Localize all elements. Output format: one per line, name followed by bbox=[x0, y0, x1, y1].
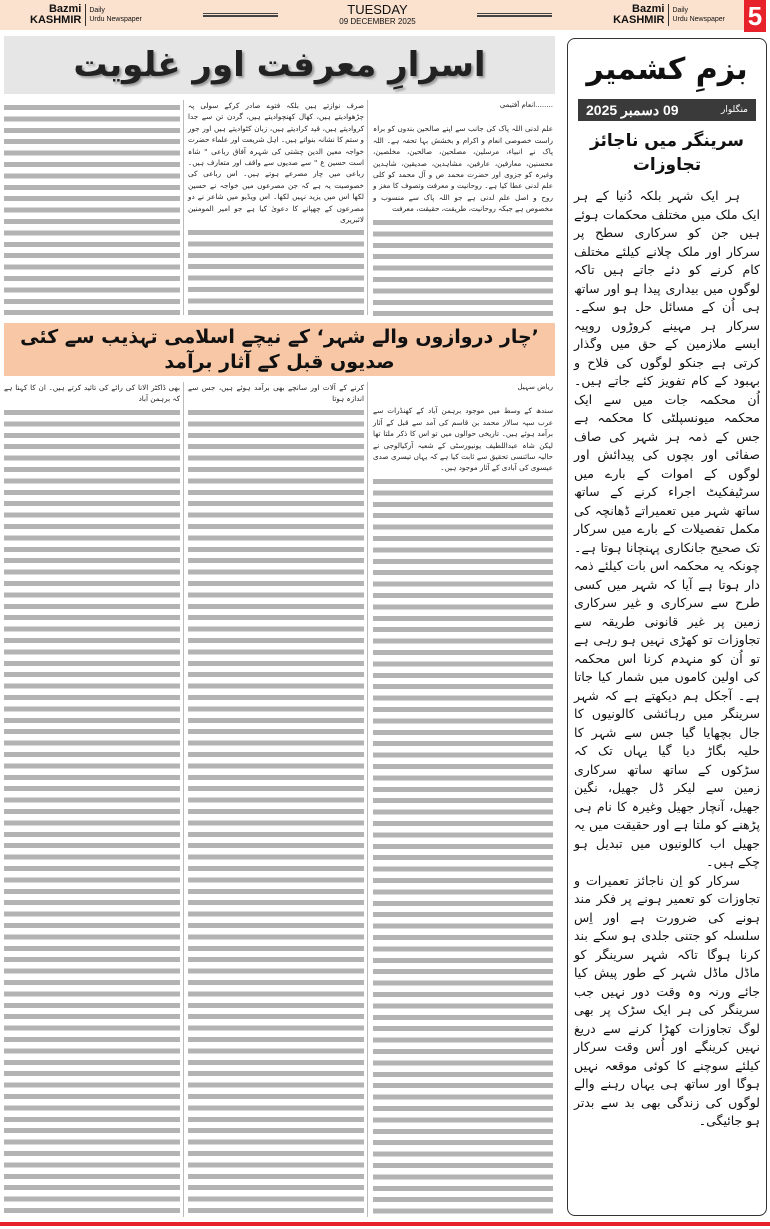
article2-body: سندھ کے وسط میں موجود برہمن آباد کے کھنڈرات سے عرب سپہ سالار محمد بن قاسم کی آمد سے قبل کے آثار برآمد ہوئے ہیں۔ تاریخی حوالوں میں تو اس کا ذکر ملتا تھا لیکن شاہ عبداللطیف یونیورسٹی کے شعبہ آرکیالوجی نے حالیہ سائنسی تحقیق سے ثابت کیا ہے کہ یہاں تیسری صدی عیسوی کی آبادی کے آثار موجود ہیں۔ bbox=[373, 406, 553, 473]
editorial-weekday: منگلوار bbox=[721, 105, 748, 115]
weekday: TUESDAY bbox=[347, 2, 408, 17]
divider bbox=[477, 13, 552, 17]
editorial-masthead: بزمِ کشمیر bbox=[586, 52, 748, 87]
editorial-body bbox=[574, 187, 760, 1131]
brand-logo-right bbox=[30, 4, 142, 26]
editorial-paragraph: ہر ایک شہر بلکہ دُنیا کے ہر ایک ملک میں مختلف محکمات ہوئے ہیں جن کو سرکاری سطح پر سرکار اور ملک چلانے کیلئے مختلف کام کرنے کو دئے جاتے ہیں تاکہ لوگوں میں بیداری پیدا ہو اور ساتھ ہی اُن کے مسائل حل ہو سکے۔ سرکار ہر مہینے کروڑوں روپیہ ایسے ملازمین کے حق میں وگذار کرتی ہے جنکو لوگوں کی فلاح و بہبود کے کام تفویز کئے جاتے ہیں۔ اُن محکمہ جات میں سے ایک محکمہ میونسپلٹی کا محکمہ ہے جس کے ذمہ ہر شہر کی صاف صفائی اور بچوں کی پیدائش اور لوگوں کے اموات کے بارے میں سرٹیفکیٹ اجراء کرنے کے ساتھ ساتھ شہر میں تعمیراتے ڈھانچہ کی مکمل تفصیلات کے بارے میں سرکار تک صحیح جانکاری پہنچانا ہوتا ہے۔ چونکہ یہ محکمہ اس بات کیلئے ذمہ دار ہوتا ہے آیا کہ شہر میں کسی طرح سے سرکاری و غیر سرکاری زمین پر غیر قانونی طریقہ سے تجاوزات تو کھڑی نہیں ہو رہی ہے تو اُن کو منہدم کرنا اس محکمہ کی اولین کاموں میں شمار کیا جاتا ہے۔ آجکل ہم دیکھتے ہے کہ شہر سرینگر میں رہائشی کالونیوں کا جال بچھایا گیا جس سے شہر کا حلیہ بگاڑ دیا گیا یہاں تک کہ سڑکوں کے ساتھ ساتھ سرکاری زمین سے لیکر ڈل جھیل، نگین جھیل، آنچار جھیل وغیرہ کا نام ہی پڑھنے کو ملتا ہے اور حقیقت میں یہ جھیل اب کالونیوں میں تبدیل ہو چکے ہیں۔ bbox=[574, 188, 760, 869]
article2-author: ریاض سہیل bbox=[517, 383, 553, 391]
editorial-date: 09 دسمبر 2025 bbox=[586, 101, 679, 118]
brand-name: Bazmi KASHMIR bbox=[30, 4, 86, 26]
article2-headline bbox=[4, 323, 555, 376]
text-lines bbox=[188, 407, 364, 1217]
text-lines bbox=[4, 407, 180, 1217]
article1-column-left bbox=[4, 100, 180, 318]
article2-headline-text: ’چار دروازوں والے شہر‘ کے نیچے اسلامی تہذیب سے کئی صدیوں قبل کے آثار برآمد bbox=[20, 325, 539, 373]
text-lines bbox=[188, 227, 364, 318]
page-number: 5 bbox=[744, 0, 766, 32]
article1-column-right bbox=[373, 100, 553, 318]
article1-column-middle bbox=[188, 100, 364, 318]
date-text: 09 DECEMBER 2025 bbox=[339, 17, 416, 26]
column-rule bbox=[367, 382, 368, 1217]
column-rule bbox=[367, 100, 368, 315]
text-lines bbox=[4, 102, 180, 318]
brand-name: Bazmi KASHMIR bbox=[613, 4, 669, 26]
article2-column-middle bbox=[188, 382, 364, 1217]
brand-logo-left bbox=[613, 4, 725, 26]
article1-headline: اسرارِ معرفت اور غلویت bbox=[4, 36, 555, 94]
editorial-paragraph: سرکار کو اِن ناجائز تعمیرات و تجاوزات کو تعمیر ہونے پر فکر مند ہونے کی ضرورت ہے اور اِس سلسلہ کو جتنی جلدی ہو سکے بند کرنا ہوگا تاکہ شہر سرینگر کو ماڈل ماڈل شہر کے طور پیش کیا جائے ورنہ وہ وقت دور نہیں جب سرینگر کی ہر ایک سڑک پر بھی لوگ تجاوزات کھڑا کرنے سے دریغ نہیں کرینگے اور اُس وقت سرکار کیلئے سوچنے کا کوئی موقعہ نہیں ہوگا اور ساتھ ہی یہاں رہنے والے لوگوں کی زندگی بھی بد سے بدتر ہو جائیگی۔ bbox=[574, 872, 760, 1128]
issue-date bbox=[339, 3, 415, 27]
column-rule bbox=[183, 100, 184, 315]
editorial-box bbox=[567, 38, 767, 1216]
article2-body: بھی ڈاکٹر الانا کی رائے کی تائید کرتے ہیں۔ ان کا کہنا ہے کہ برہمن آباد bbox=[4, 383, 180, 404]
article1-body: صرف نوازتے ہیں بلکہ فتوے صادر کرکے سولی پہ چڑھوادیتے ہیں، کھال کھنچوادیتے ہیں، گردن تن سے جدا کروادیتے ہیں، قید کرادیتے ہیں، زبان کٹوادیتے ہیں اور جور و ستم کا نشانہ بنواتے ہیں۔ اہل شریعت اور علماء حضرت خواجہ معین الدین چشتی کی شہرہ آفاق رباعی " شاہ است حسین ع " سے صدیوں سے واقف اور متعارف ہیں۔ رباعی میں چار مصرعے ہوتے ہیں۔ اس رباعی کی خصوصیت یہ ہے کہ جن مصرعوں میں خواجہ نے حسین لکھا اس میں یزید نہیں لکھا۔ اس ویڈیو میں شاعر نے دو مصرعوں کے چھپانے کا دعویٰ کیا ہے جو امیر المومنین لائبریری bbox=[188, 101, 364, 225]
editorial-title: سرینگر میں ناجائز تجاوزات bbox=[589, 131, 745, 175]
divider bbox=[203, 13, 278, 17]
page-header bbox=[0, 0, 745, 30]
article1-body: علم لدنی اللہ پاک کی جانب سے اپنے صالحین بندوں کو براہ راست خصوصی انعام و اکرام و بخشش بہا تحفہ ہے۔ اللہ پاک نے انبیاء، مرسلین، مصلحین، صالحین، مخلصین، محسنین، معارفین، عارفین، مشاہدین، صدیقین، شاہدین وغیرہ کو جزوی اور حضرت محمد ص و آل محمد کو کلی علم لدنی عطا کیا ہے۔ روحانیت و معرفت وتصوف کا مغز و روح و اصل علم لدنی ہے جو اللہ پاک سے منسوب و مخصوص ہے جبکہ روحانیت، طریقت، حقیقت، معرفت bbox=[373, 124, 553, 214]
editorial-date-bar bbox=[578, 99, 756, 121]
article2-body: کرنے کے آلات اور سانچے بھی برآمد ہوئے ہیں، جس سے اندازہ ہوتا bbox=[188, 383, 364, 404]
article2-column-left bbox=[4, 382, 180, 1217]
article1-author: ........انعام آفتیمی bbox=[499, 101, 553, 109]
text-lines bbox=[373, 476, 553, 1217]
article2-column-right bbox=[373, 382, 553, 1217]
brand-subtitle: Daily Urdu Newspaper bbox=[89, 7, 142, 23]
column-rule bbox=[183, 382, 184, 1217]
text-lines bbox=[373, 217, 553, 318]
brand-subtitle: Daily Urdu Newspaper bbox=[672, 7, 725, 23]
footer-rule bbox=[0, 1222, 770, 1226]
